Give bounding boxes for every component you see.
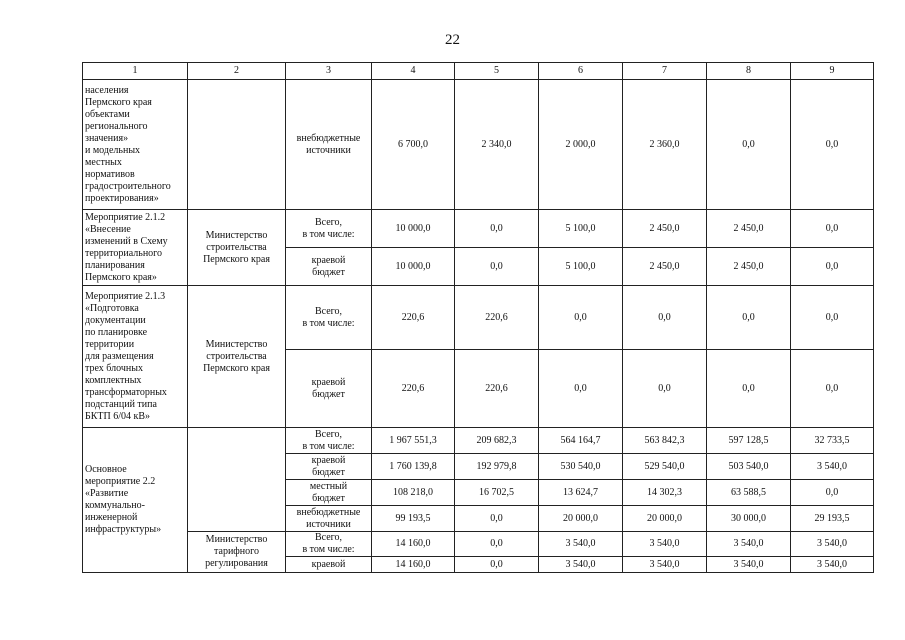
organization-cell bbox=[188, 80, 286, 210]
table-row bbox=[83, 80, 874, 210]
value-cell: 192 979,8 bbox=[455, 454, 539, 480]
value-cell: 30 000,0 bbox=[707, 506, 791, 532]
value-cell: 0,0 bbox=[623, 350, 707, 428]
table-row bbox=[83, 286, 874, 350]
value-cell: 3 540,0 bbox=[707, 557, 791, 573]
value-cell: 63 588,5 bbox=[707, 480, 791, 506]
value-cell: 20 000,0 bbox=[623, 506, 707, 532]
value-cell: 563 842,3 bbox=[623, 428, 707, 454]
value-cell: 220,6 bbox=[455, 286, 539, 350]
value-cell: 32 733,5 bbox=[791, 428, 874, 454]
value-cell: 2 000,0 bbox=[539, 80, 623, 210]
funding-table bbox=[82, 62, 874, 573]
page-number: 22 bbox=[445, 32, 460, 48]
header-cell: 6 bbox=[539, 63, 623, 80]
organization-cell: Министерство строительства Пермского края bbox=[188, 210, 286, 286]
header-cell: 1 bbox=[83, 63, 188, 80]
measure-name: Мероприятие 2.1.2 «Внесение изменений в Схему территориального планирования Пермского края» bbox=[83, 210, 188, 286]
value-cell: 0,0 bbox=[455, 532, 539, 557]
value-cell: 2 360,0 bbox=[623, 80, 707, 210]
header-row bbox=[83, 63, 874, 80]
value-cell: 5 100,0 bbox=[539, 248, 623, 286]
value-cell: 3 540,0 bbox=[707, 532, 791, 557]
table-row bbox=[83, 428, 874, 454]
funding-source: местный бюджет bbox=[286, 480, 372, 506]
value-cell: 1 967 551,3 bbox=[372, 428, 455, 454]
funding-source: внебюджетные источники bbox=[286, 80, 372, 210]
value-cell: 14 160,0 bbox=[372, 557, 455, 573]
header-cell: 3 bbox=[286, 63, 372, 80]
header-cell: 2 bbox=[188, 63, 286, 80]
header-cell: 9 bbox=[791, 63, 874, 80]
funding-source: Всего, в том числе: bbox=[286, 286, 372, 350]
funding-source: краевой bbox=[286, 557, 372, 573]
value-cell: 0,0 bbox=[455, 248, 539, 286]
value-cell: 3 540,0 bbox=[791, 454, 874, 480]
value-cell: 0,0 bbox=[791, 350, 874, 428]
header-cell: 5 bbox=[455, 63, 539, 80]
value-cell: 16 702,5 bbox=[455, 480, 539, 506]
header-cell: 8 bbox=[707, 63, 791, 80]
value-cell: 108 218,0 bbox=[372, 480, 455, 506]
funding-source: внебюджетные источники bbox=[286, 506, 372, 532]
value-cell: 99 193,5 bbox=[372, 506, 455, 532]
value-cell: 0,0 bbox=[707, 80, 791, 210]
value-cell: 0,0 bbox=[455, 557, 539, 573]
value-cell: 0,0 bbox=[791, 80, 874, 210]
value-cell: 2 450,0 bbox=[707, 210, 791, 248]
funding-source: краевой бюджет bbox=[286, 248, 372, 286]
value-cell: 13 624,7 bbox=[539, 480, 623, 506]
value-cell: 10 000,0 bbox=[372, 210, 455, 248]
value-cell: 0,0 bbox=[623, 286, 707, 350]
organization-cell bbox=[188, 428, 286, 532]
value-cell: 503 540,0 bbox=[707, 454, 791, 480]
table-row bbox=[83, 210, 874, 248]
value-cell: 3 540,0 bbox=[791, 557, 874, 573]
value-cell: 209 682,3 bbox=[455, 428, 539, 454]
value-cell: 14 160,0 bbox=[372, 532, 455, 557]
value-cell: 529 540,0 bbox=[623, 454, 707, 480]
value-cell: 0,0 bbox=[707, 350, 791, 428]
value-cell: 3 540,0 bbox=[791, 532, 874, 557]
value-cell: 1 760 139,8 bbox=[372, 454, 455, 480]
value-cell: 20 000,0 bbox=[539, 506, 623, 532]
value-cell: 3 540,0 bbox=[623, 557, 707, 573]
value-cell: 14 302,3 bbox=[623, 480, 707, 506]
organization-cell: Министерство строительства Пермского края bbox=[188, 286, 286, 428]
value-cell: 0,0 bbox=[791, 480, 874, 506]
value-cell: 530 540,0 bbox=[539, 454, 623, 480]
value-cell: 0,0 bbox=[539, 350, 623, 428]
value-cell: 0,0 bbox=[791, 286, 874, 350]
header-cell: 4 bbox=[372, 63, 455, 80]
measure-name: Мероприятие 2.1.3 «Подготовка документации по планировке территории для размещения трех блочных комплектных трансформаторных подстанций типа БКТП 6/04 кВ» bbox=[83, 286, 188, 428]
funding-source: Всего, в том числе: bbox=[286, 428, 372, 454]
value-cell: 564 164,7 bbox=[539, 428, 623, 454]
value-cell: 0,0 bbox=[455, 210, 539, 248]
measure-name: Основное мероприятие 2.2 «Развитие коммунально- инженерной инфраструктуры» bbox=[83, 428, 188, 573]
header-cell: 7 bbox=[623, 63, 707, 80]
value-cell: 597 128,5 bbox=[707, 428, 791, 454]
organization-cell: Министерство тарифного регулирования bbox=[188, 532, 286, 573]
value-cell: 0,0 bbox=[707, 286, 791, 350]
value-cell: 0,0 bbox=[539, 286, 623, 350]
value-cell: 0,0 bbox=[791, 248, 874, 286]
funding-source: Всего, в том числе: bbox=[286, 532, 372, 557]
value-cell: 5 100,0 bbox=[539, 210, 623, 248]
value-cell: 3 540,0 bbox=[623, 532, 707, 557]
funding-source: Всего, в том числе: bbox=[286, 210, 372, 248]
funding-source: краевой бюджет bbox=[286, 350, 372, 428]
table-row bbox=[83, 532, 874, 557]
value-cell: 29 193,5 bbox=[791, 506, 874, 532]
value-cell: 2 450,0 bbox=[707, 248, 791, 286]
value-cell: 2 340,0 bbox=[455, 80, 539, 210]
measure-name: населения Пермского края объектами регионального значения» и модельных местных нормативов градостроительного проектирования» bbox=[83, 80, 188, 210]
value-cell: 2 450,0 bbox=[623, 210, 707, 248]
funding-source: краевой бюджет bbox=[286, 454, 372, 480]
value-cell: 0,0 bbox=[791, 210, 874, 248]
value-cell: 220,6 bbox=[372, 286, 455, 350]
value-cell: 0,0 bbox=[455, 506, 539, 532]
value-cell: 3 540,0 bbox=[539, 532, 623, 557]
value-cell: 2 450,0 bbox=[623, 248, 707, 286]
value-cell: 6 700,0 bbox=[372, 80, 455, 210]
value-cell: 220,6 bbox=[455, 350, 539, 428]
value-cell: 220,6 bbox=[372, 350, 455, 428]
value-cell: 10 000,0 bbox=[372, 248, 455, 286]
value-cell: 3 540,0 bbox=[539, 557, 623, 573]
